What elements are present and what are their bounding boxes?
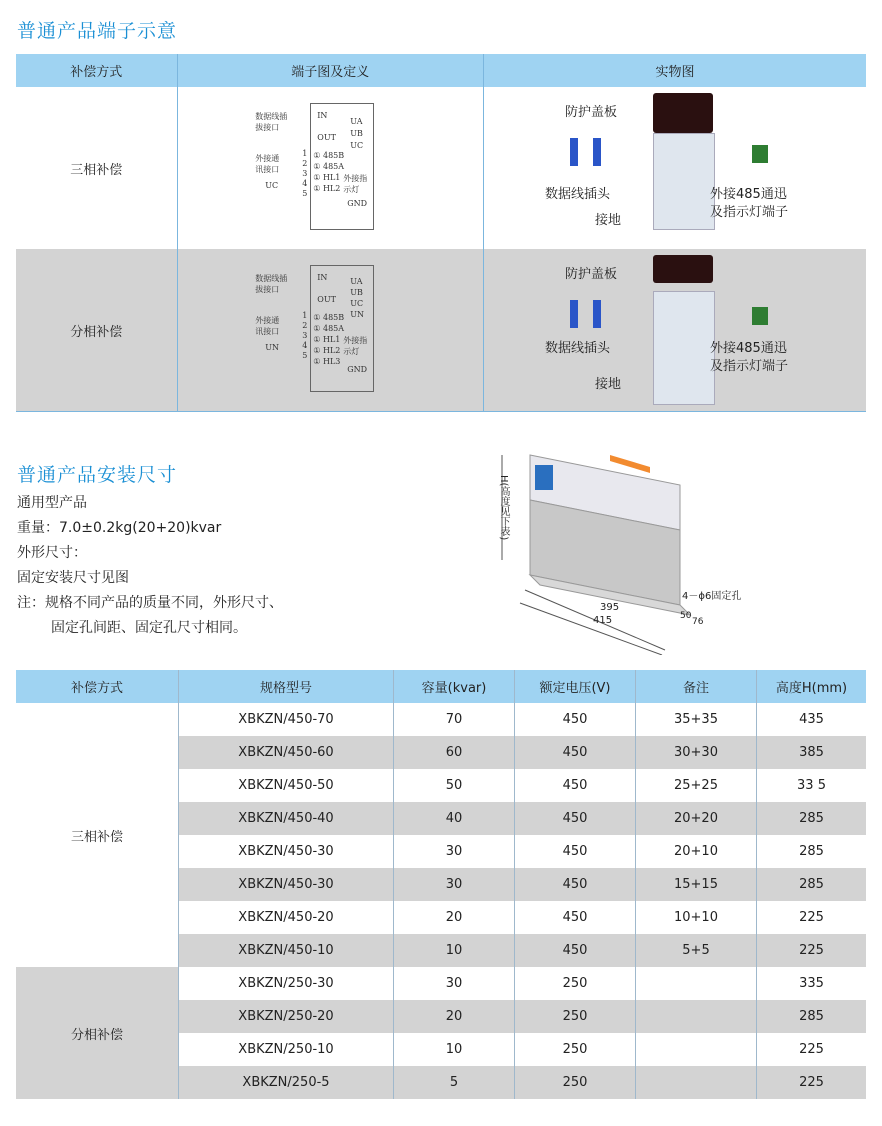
table-cell: 450: [515, 835, 636, 868]
terminal-table: [16, 54, 866, 412]
table-cell: 20: [394, 901, 515, 934]
table-cell: 70: [394, 703, 515, 736]
spec-body: [16, 703, 866, 1099]
product-photo: 防护盖板 数据线插头 外接485通迅 及指示灯端子 接地: [485, 255, 865, 405]
table-cell: 225: [799, 910, 824, 925]
table-cell: 450: [515, 868, 636, 901]
cover-image: [653, 93, 713, 133]
plug-icon: [570, 300, 578, 328]
table-cell: 30: [394, 835, 515, 868]
table-cell: XBKZN/450-60: [179, 736, 394, 769]
table-cell: [636, 1000, 757, 1033]
table-cell: 50: [394, 769, 515, 802]
table-cell: 450: [515, 802, 636, 835]
info-line: 通用型产品: [17, 495, 87, 511]
section2-title: 普通产品安装尺寸: [17, 464, 178, 486]
table-cell: 250: [515, 1066, 636, 1099]
spec-header: 备注: [636, 670, 757, 703]
table-cell: [636, 967, 757, 1000]
table-cell: 60: [394, 736, 515, 769]
table-cell: 30: [394, 967, 515, 1000]
dim-76: 76: [692, 617, 704, 627]
product-photo: 防护盖板 数据线插头 外接485通迅 及指示灯端子 接地: [485, 93, 865, 243]
table-cell: 285: [757, 868, 867, 901]
terminal-diagram: 数据线插 拔接口 IN OUT 外接通 讯接口 1 2 3 4 5 ① 485B ① 485A ① HL1 ① HL2 ① HL3 外接指 示灯 UN UA UB UC UN GND: [255, 265, 405, 395]
spec-header: 规格型号: [179, 670, 394, 703]
table-cell: XBKZN/450-40: [179, 802, 394, 835]
table-cell: 20+20: [636, 802, 757, 835]
plug-icon: [570, 138, 578, 166]
diagram-cell: [177, 87, 483, 249]
info-line: 外形尺寸：: [17, 545, 87, 561]
table-cell: XBKZN/450-10: [179, 934, 394, 967]
hole-label: 4－ϕ6固定孔: [682, 591, 742, 602]
table-cell: 20: [394, 1000, 515, 1033]
table-cell: 25+25: [636, 769, 757, 802]
table-cell: 450: [515, 769, 636, 802]
height-label: H(高度见下表): [498, 475, 509, 541]
table-cell: 15+15: [636, 868, 757, 901]
table-cell: 285: [757, 1000, 867, 1033]
info-line: 注：规格不同产品的质量不同，外形尺寸、: [17, 595, 283, 611]
mode-cell: 三相补偿: [16, 703, 179, 967]
table-cell: 450: [515, 703, 636, 736]
table-cell: XBKZN/450-20: [179, 901, 394, 934]
cover-image: [653, 255, 713, 283]
plug-icon: [593, 300, 601, 328]
mode-cell: 三相补偿: [16, 87, 177, 249]
table-cell: 435: [799, 712, 824, 727]
table-cell: 10: [394, 1033, 515, 1066]
table-cell: 30+30: [636, 736, 757, 769]
table-cell: XBKZN/250-30: [179, 967, 394, 1000]
table-cell: 10+10: [636, 901, 757, 934]
table-cell: 285: [757, 802, 867, 835]
table-cell: 450: [515, 934, 636, 967]
info-line: 固定孔间距、固定孔尺寸相同。: [51, 620, 247, 636]
info-line: 固定安装尺寸见图: [17, 570, 129, 586]
spec-header: 额定电压(V): [515, 670, 636, 703]
header-diagram: 端子图及定义: [177, 54, 483, 87]
info-line: 重量：7.0±0.2kg(20+20)kvar: [17, 520, 222, 536]
table-cell: [636, 1033, 757, 1066]
table-row: [16, 703, 866, 736]
terminal-row-three-phase: [16, 87, 866, 249]
table-cell: 225: [757, 934, 867, 967]
dimension-drawing: [490, 445, 750, 655]
table-cell: 450: [515, 901, 636, 934]
table-cell: 33 5: [797, 778, 826, 793]
header-photo: 实物图: [484, 54, 867, 87]
table-cell: 225: [799, 1042, 824, 1057]
table-cell: XBKZN/250-10: [179, 1033, 394, 1066]
mode-cell: 分相补偿: [16, 967, 179, 1099]
device-image: [653, 291, 715, 405]
table-cell: 285: [799, 844, 824, 859]
table-cell: XBKZN/250-20: [179, 1000, 394, 1033]
terminal-block-icon: [752, 145, 768, 163]
spec-header: 补偿方式: [16, 670, 179, 703]
table-cell: XBKZN/450-30: [179, 868, 394, 901]
table-cell: 250: [515, 1000, 636, 1033]
table-cell: 10: [394, 934, 515, 967]
mode-cell: 分相补偿: [16, 249, 177, 412]
table-cell: XBKZN/250-5: [179, 1066, 394, 1099]
table-row: [16, 967, 866, 1000]
spec-header: 容量(kvar): [394, 670, 515, 703]
table-cell: 30: [394, 868, 515, 901]
dim-395: 395: [600, 602, 620, 613]
device-image: [653, 133, 715, 230]
table-cell: XBKZN/450-70: [179, 703, 394, 736]
table-cell: XBKZN/450-50: [179, 769, 394, 802]
table-cell: 250: [515, 967, 636, 1000]
table-cell: 385: [757, 736, 867, 769]
dim-415: 415: [593, 615, 613, 626]
terminal-block-icon: [752, 307, 768, 325]
table-cell: 35+35: [636, 703, 757, 736]
table-cell: 335: [799, 976, 824, 991]
diagram-cell: [177, 249, 483, 412]
table-cell: XBKZN/450-30: [179, 835, 394, 868]
table-cell: 5+5: [636, 934, 757, 967]
table-cell: 450: [515, 736, 636, 769]
photo-cell: [484, 249, 867, 412]
header-mode: 补偿方式: [16, 54, 177, 87]
plug-icon: [593, 138, 601, 166]
capacitor-drawing: [490, 445, 750, 655]
dim-50: 50: [680, 611, 692, 621]
spec-header: 高度H(mm): [757, 670, 867, 703]
table-cell: 20+10: [636, 835, 757, 868]
terminal-diagram: 数据线插 拔接口 IN OUT 外接通 讯接口 1 2 3 4 5 ① 485B ① 485A ① HL1 ① HL2 外接指 示灯 UC UA UB UC GND: [255, 103, 405, 233]
table-cell: [636, 1066, 757, 1099]
photo-cell: [484, 87, 867, 249]
terminal-row-split-phase: [16, 249, 866, 412]
spec-table: [16, 670, 866, 1099]
table-cell: 250: [515, 1033, 636, 1066]
section1-title: 普通产品端子示意: [17, 20, 178, 42]
table-cell: 5: [394, 1066, 515, 1099]
install-info: [17, 491, 283, 641]
table-cell: 225: [757, 1066, 867, 1099]
table-cell: 40: [394, 802, 515, 835]
